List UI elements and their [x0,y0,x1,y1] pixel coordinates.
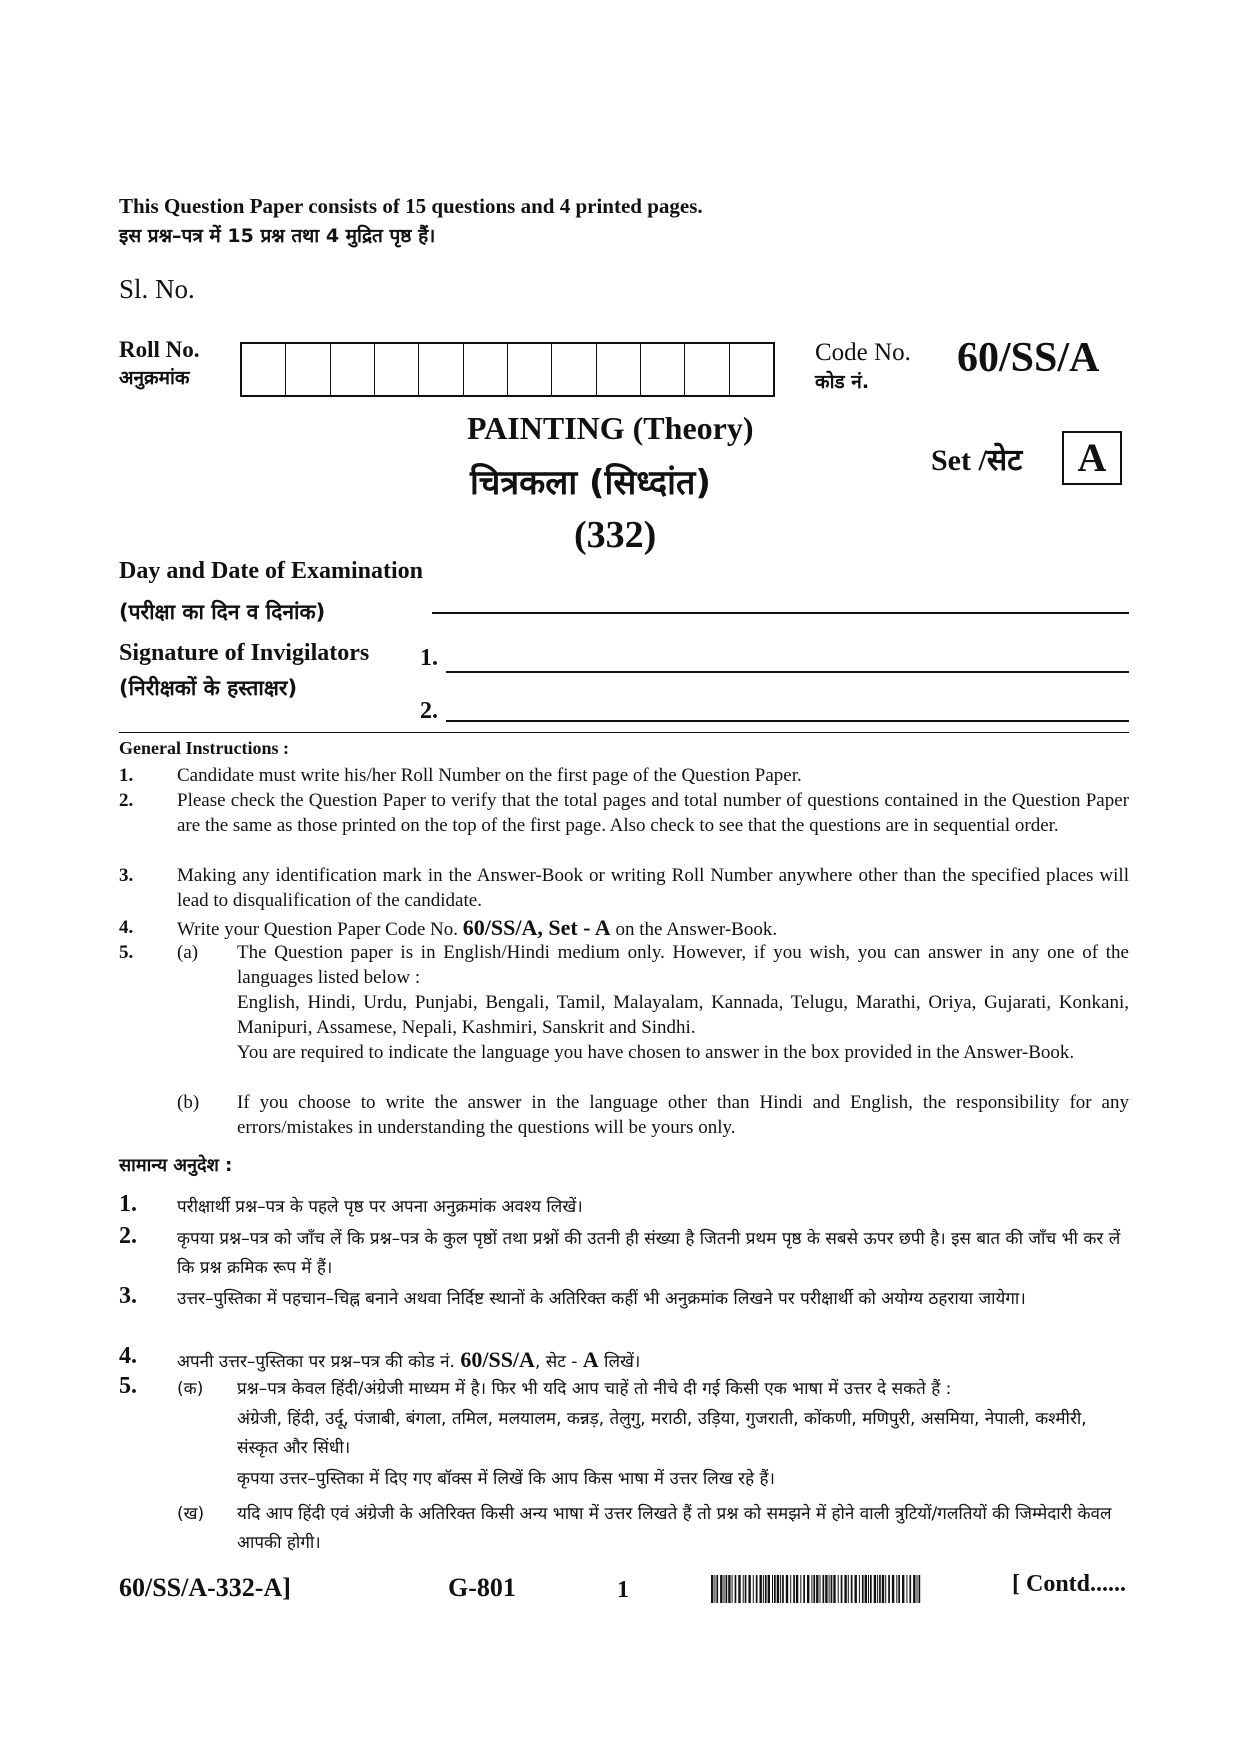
code-number-value: 60/SS/A [957,335,1100,381]
roll-number-cell[interactable] [597,344,641,395]
instruction-language-box: You are required to indicate the language you have chosen to answer in the box provided in the Answer-Book. [237,1042,1075,1063]
hindi-instruction-sub-kha-text: यदि आप हिंदी एवं अंग्रेजी के अतिरिक्त किसी अन्य भाषा में उत्तर लिखते हैं तो प्रश्न को समझने में होने वाली त्रुटियों/गलतियों की जिम्मेदारी केवल आपकी होगी। [237,1504,1112,1553]
instruction-sub-a-text: The Question paper is in English/Hindi medium only. However, if you wish, you can answer in any one of the languages listed below : [237,942,1129,988]
roll-number-cell[interactable] [685,344,729,395]
roll-number-cell[interactable] [242,344,286,395]
section-divider [119,732,1129,733]
roll-number-cell[interactable] [331,344,375,395]
roll-number-cell[interactable] [552,344,596,395]
general-instructions-title: General Instructions : [119,738,289,758]
barcode-icon [711,1575,921,1603]
hindi-instruction-number: 1. [119,1191,137,1217]
hindi-instruction-text: उत्तर–पुस्तिका में पहचान–चिह्न बनाने अथवा निर्दिष्ट स्थानों के अतिरिक्त कहीं भी अनुक्रमांक लिखने पर परीक्षार्थी को अयोग्य ठहराया जायेगा। [177,1289,1026,1309]
hindi-instruction-text: कृपया प्रश्न–पत्र को जाँच लें कि प्रश्न–पत्र के कुल पृष्ठों तथा प्रश्नों की उतनी ही संख्या है जितनी प्रथम पृष्ठ के सबसे ऊपर छपी है। इस बात की जाँच भी कर लें कि प्रश्न क्रमिक रूप में हैं। [177,1229,1121,1278]
signature-1-line[interactable] [446,671,1129,673]
instruction-number: 1. [119,765,134,786]
code-number-label-hi: कोड नं. [815,371,870,393]
instruction-text: Candidate must write his/her Roll Number on the first page of the Question Paper. [177,765,802,786]
instruction-text: Please check the Question Paper to verify that the total pages and total number of questions contained in the Question Paper are the same as those printed on the top of the first page. Also check to see that the questions are in sequential order. [177,790,1129,836]
instruction-text: Write your Question Paper Code No. 60/SS/A, Set - A on the Answer-Book. [177,915,778,940]
instruction-number: 2. [119,790,134,811]
roll-number-label-hi: अनुक्रमांक [119,367,190,389]
paper-consists-en: This Question Paper consists of 15 questions and 4 printed pages. [119,194,703,218]
roll-number-boxes[interactable] [240,342,775,397]
exam-date-label-hi: (परीक्षा का दिन व दिनांक) [119,600,326,624]
exam-date-label-en: Day and Date of Examination [119,558,424,584]
instruction-languages: English, Hindi, Urdu, Punjabi, Bengali, Tamil, Malayalam, Kannada, Telugu, Marathi, Oriya, Gujarati, Konkani, Manipuri, Assamese, Nepali, Kashmiri, Sanskrit and Sindhi. [237,992,1129,1038]
invigilator-signature-label-en: Signature of Invigilators [119,640,370,666]
roll-number-cell[interactable] [375,344,419,395]
instruction-number: 3. [119,865,134,886]
code-number-label-en: Code No. [815,339,911,366]
instruction-number: 4. [119,917,134,938]
hindi-instruction-text: परीक्षार्थी प्रश्न–पत्र के पहले पृष्ठ पर अपना अनुक्रमांक अवश्य लिखें। [177,1197,583,1217]
hindi-instruction-sub-ka: (क) [177,1379,204,1399]
serial-number-label: Sl. No. [119,274,195,304]
roll-number-cell[interactable] [508,344,552,395]
hindi-instructions-title: सामान्य अनुदेश : [119,1155,233,1176]
exam-date-line[interactable] [432,612,1129,614]
footer-paper-code: 60/SS/A-332-A] [119,1573,291,1602]
hindi-instruction-number: 2. [119,1223,137,1249]
roll-number-cell[interactable] [464,344,508,395]
invigilator-signature-label-hi: (निरीक्षकों के हस्ताक्षर) [119,676,298,700]
hindi-instruction-sub-kha: (ख) [177,1504,205,1524]
roll-number-label-en: Roll No. [119,337,200,362]
hindi-instruction-language-box: कृपया उत्तर–पुस्तिका में दिए गए बॉक्स में लिखें कि आप किस भाषा में उत्तर लिख रहे हैं। [237,1469,775,1489]
footer-continued: [ Contd...... [1012,1571,1127,1597]
hindi-instruction-text: अपनी उत्तर–पुस्तिका पर प्रश्न–पत्र की कोड नं. 60/SS/A, सेट - A लिखें। [177,1347,641,1372]
set-value-box: A [1062,431,1122,485]
subject-code: (332) [574,514,657,556]
signature-2-number: 2. [420,698,438,724]
instruction-sub-a: (a) [177,942,199,963]
roll-number-cell[interactable] [730,344,773,395]
roll-number-cell[interactable] [641,344,685,395]
subject-title-hi: चित्रकला (सिध्दांत) [470,463,711,503]
hindi-instruction-number: 5. [119,1373,137,1399]
footer-page-number: 1 [617,1577,629,1603]
instruction-number: 5. [119,942,134,963]
signature-2-line[interactable] [446,720,1129,722]
hindi-instruction-number: 3. [119,1283,137,1309]
instruction-sub-b-text: If you choose to write the answer in the language other than Hindi and English, the responsibility for any errors/mistakes in understanding the questions will be yours only. [237,1092,1129,1138]
hindi-instruction-languages: अंग्रेजी, हिंदी, उर्दू, पंजाबी, बंगला, तमिल, मलयालम, कन्नड़, तेलुगु, मराठी, उड़िया, गुजराती, कोंकणी, मणिपुरी, असमिया, नेपाली, कश्मीरी, संस्कृत और सिंधी। [237,1409,1087,1458]
subject-title-en: PAINTING (Theory) [467,410,754,446]
roll-number-cell[interactable] [286,344,330,395]
paper-consists-hi: इस प्रश्न–पत्र में 15 प्रश्न तथा 4 मुद्रित पृष्ठ हैं। [119,225,436,247]
footer-series: G-801 [448,1573,516,1602]
instruction-sub-b: (b) [177,1092,200,1113]
signature-1-number: 1. [420,645,438,671]
roll-number-cell[interactable] [419,344,463,395]
instruction-text: Making any identification mark in the Answer-Book or writing Roll Number anywhere other than the specified places will lead to disqualification of the candidate. [177,865,1129,911]
set-label: Set /सेट [931,444,1023,477]
hindi-instruction-number: 4. [119,1343,137,1369]
hindi-instruction-sub-ka-text: प्रश्न–पत्र केवल हिंदी/अंग्रेजी माध्यम में है। फिर भी यदि आप चाहें तो नीचे दी गई किसी एक भाषा में उत्तर दे सकते हैं : [237,1379,952,1399]
